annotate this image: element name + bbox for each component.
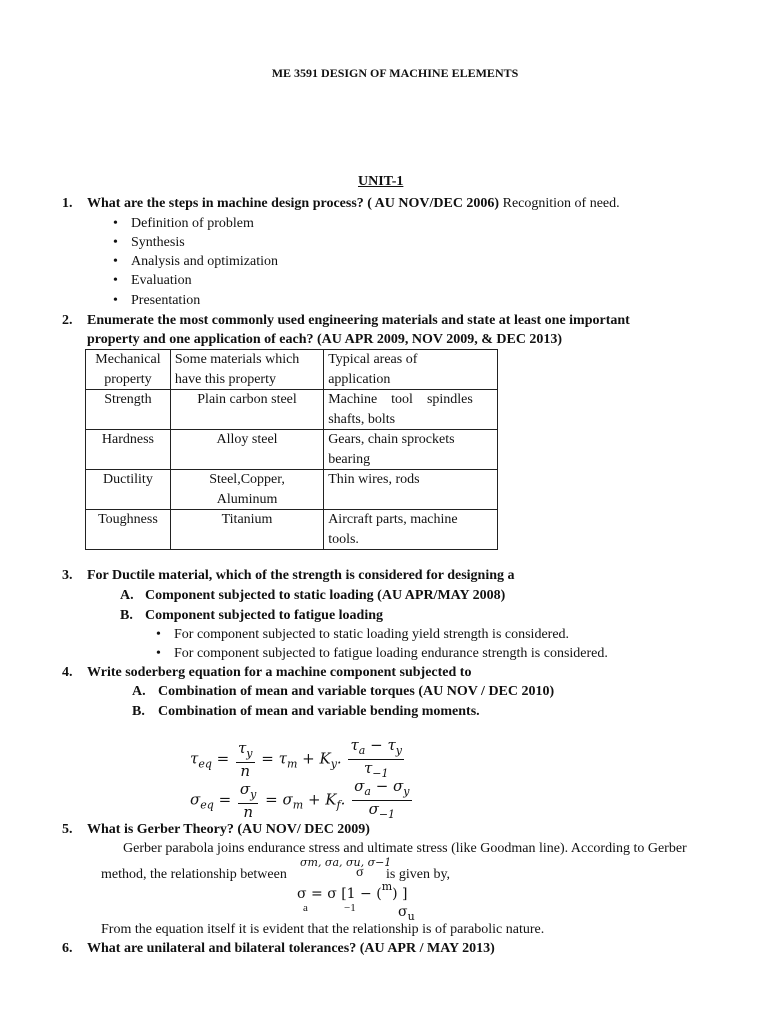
table-cell: Ductility — [86, 470, 171, 510]
table-header-cell: Mechanical property — [86, 350, 171, 390]
question-number: 3. — [62, 568, 73, 583]
table-cell: Machine tool spindles shafts, bolts — [324, 390, 498, 430]
bullet-icon: • — [113, 254, 118, 269]
question-number: 1. — [62, 196, 73, 211]
sub-question-label: A. — [132, 684, 146, 699]
question-text: property and one application of each? (AU APR 2009, NOV 2009, & DEC 2013) — [87, 332, 563, 347]
sub-question-label: B. — [132, 704, 145, 719]
table-cell: Alloy steel — [170, 430, 323, 470]
document-title: ME 3591 DESIGN OF MACHINE ELEMENTS — [271, 66, 519, 80]
soderberg-torque-equation: $\tau_{eq}$ = $\frac{\tau_y}{n}$ = $\tau_m + K_y$. $\frac{\tau_a - \tau_y}{\tau_{-1}}$ — [190, 736, 402, 780]
symbol-sigma: σ — [356, 865, 364, 880]
gerber-eq-subscript: −1 — [344, 902, 356, 914]
soderberg-bending-equation: $\sigma_{eq}$ = $\frac{\sigma_y}{n}$ = $\sigma_m + K_f$. $\frac{\sigma_a - \sigma_y}{\sigma_{-1}}$ — [190, 777, 410, 821]
sub-question-text: Combination of mean and variable bending moments. — [158, 704, 480, 719]
sub-question-label: B. — [120, 608, 133, 623]
table-header-cell: Some materials which have this property — [170, 350, 323, 390]
bullet-icon: • — [113, 273, 118, 288]
sub-question-text: Combination of mean and variable torques (AU NOV / DEC 2010) — [158, 684, 555, 699]
question-text: What is Gerber Theory? (AU NOV/ DEC 2009) — [87, 822, 370, 837]
question-number: 2. — [62, 313, 73, 328]
table-cell: Steel,Copper, Aluminum — [170, 470, 323, 510]
bullet-icon: • — [113, 293, 118, 308]
paragraph: is given by, — [386, 867, 451, 882]
sub-question-label: A. — [120, 588, 134, 603]
table-cell: Gears, chain sprockets bearing — [324, 430, 498, 470]
materials-table — [85, 349, 498, 550]
table-header-row — [86, 350, 498, 390]
gerber-eq-subscript: a — [303, 902, 308, 914]
table-cell: Thin wires, rods — [324, 470, 498, 510]
bullet-icon: • — [156, 627, 161, 642]
question-1-text: What are the steps in machine design process? ( AU NOV/DEC 2006) — [87, 196, 500, 211]
gerber-eq-denominator: $\sigma_u$ — [398, 904, 415, 923]
table-header-cell: Typical areas of application — [324, 350, 498, 390]
paragraph: From the equation itself it is evident that the relationship is of parabolic nature. — [101, 922, 545, 937]
paragraph: Gerber parabola joins endurance stress and ultimate stress (like Goodman line). According to Gerber — [123, 841, 687, 856]
question-number: 5. — [62, 822, 73, 837]
question-text: What are unilateral and bilateral tolerances? (AU APR / MAY 2013) — [87, 941, 495, 956]
table-cell: Toughness — [86, 510, 171, 550]
question-1-answer-lead: Recognition of need. — [502, 196, 620, 211]
gerber-equation: σ = σ [1 − ($^m$) ] — [297, 880, 408, 902]
sub-question-text: Component subjected to fatigue loading — [145, 608, 384, 623]
question-text: For Ductile material, which of the strength is considered for designing a — [87, 568, 515, 583]
table-cell: Strength — [86, 390, 171, 430]
bullet-icon: • — [113, 216, 118, 231]
question-number: 6. — [62, 941, 73, 956]
sub-question-text: Component subjected to static loading (AU APR/MAY 2008) — [145, 588, 506, 603]
table-row — [86, 470, 498, 510]
table-row — [86, 390, 498, 430]
table-cell: Plain carbon steel — [170, 390, 323, 430]
unit-heading: UNIT-1 — [358, 174, 404, 189]
paragraph: method, the relationship between — [101, 867, 287, 882]
table-row — [86, 430, 498, 470]
table-row — [86, 510, 498, 550]
bullet-icon: • — [113, 235, 118, 250]
gerber-symbols: σm, σa, σu, σ−1 — [300, 856, 392, 869]
table-cell: Hardness — [86, 430, 171, 470]
bullet-icon: • — [156, 646, 161, 661]
question-number: 4. — [62, 665, 73, 680]
question-text: Enumerate the most commonly used engineering materials and state at least one important — [87, 313, 630, 328]
question-text: Write soderberg equation for a machine component subjected to — [87, 665, 472, 680]
question-text — [87, 196, 620, 212]
table-cell: Titanium — [170, 510, 323, 550]
table-cell: Aircraft parts, machine tools. — [324, 510, 498, 550]
